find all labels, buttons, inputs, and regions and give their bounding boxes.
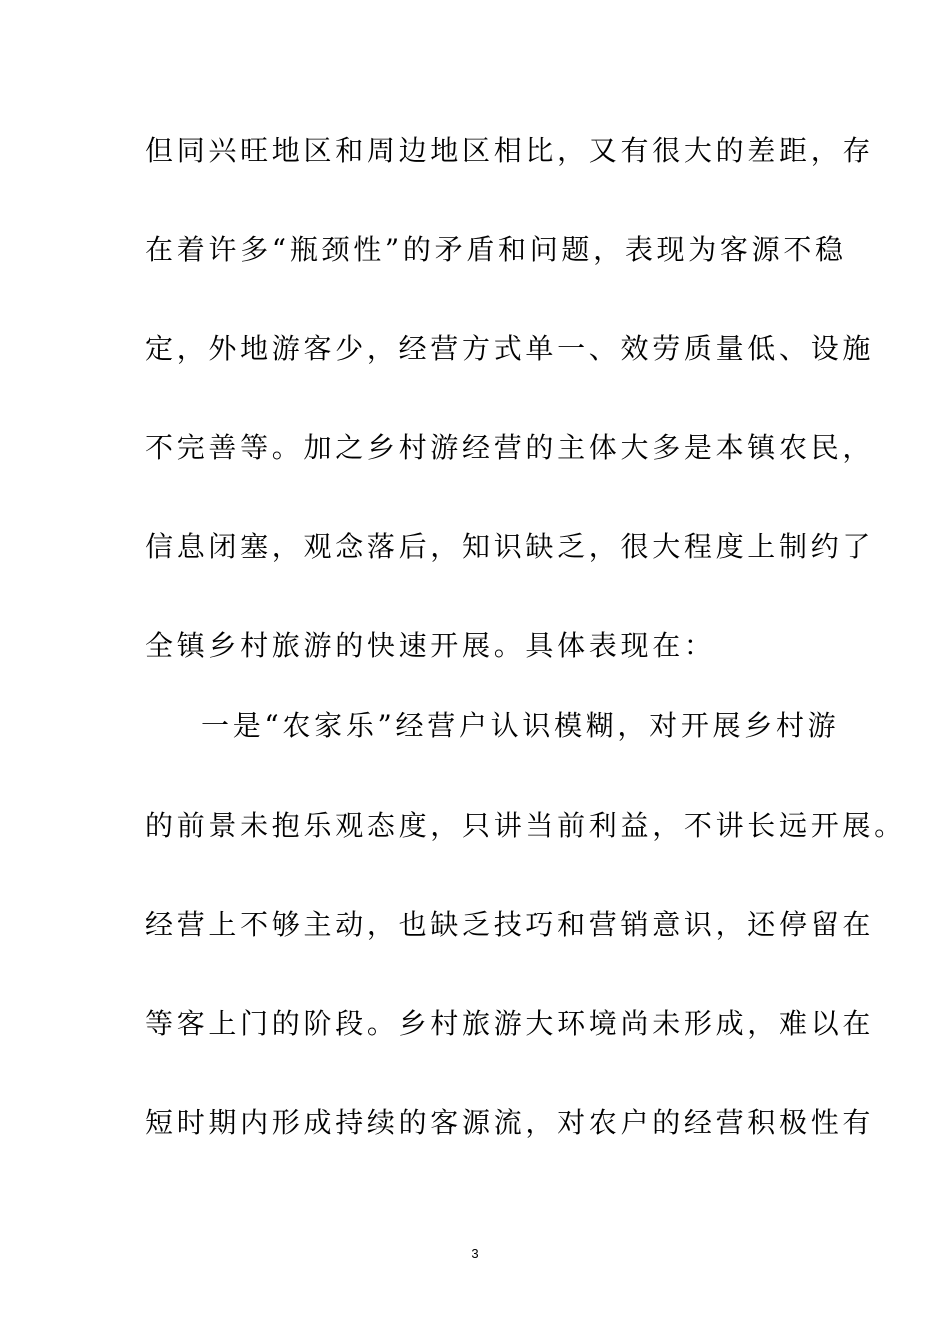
text-line: 在着许多“瓶颈性”的矛盾和问题，表现为客源不稳 [145,233,847,266]
text-line: 不完善等。加之乡村游经营的主体大多是本镇农民， [145,431,875,464]
text-line: 的前景未抱乐观态度，只讲当前利益，不讲长远开展。 [145,809,906,842]
text-line: 定，外地游客少，经营方式单一、效劳质量低、设施 [145,332,875,365]
text-line: 信息闭塞，观念落后，知识缺乏，很大程度上制约了 [145,530,875,563]
page-number: 3 [471,1246,479,1261]
text-line: 经营上不够主动，也缺乏技巧和营销意识，还停留在 [145,908,875,941]
text-line: 但同兴旺地区和周边地区相比，又有很大的差距，存 [145,134,875,167]
text-line: 等客上门的阶段。乡村旅游大环境尚未形成，难以在 [145,1007,875,1040]
paragraph-first-line: 一是“农家乐”经营户认识模糊，对开展乡村游 [201,709,840,742]
text-line: 短时期内形成持续的客源流，对农户的经营积极性有 [145,1106,875,1139]
text-line: 全镇乡村旅游的快速开展。具体表现在： [145,629,716,662]
